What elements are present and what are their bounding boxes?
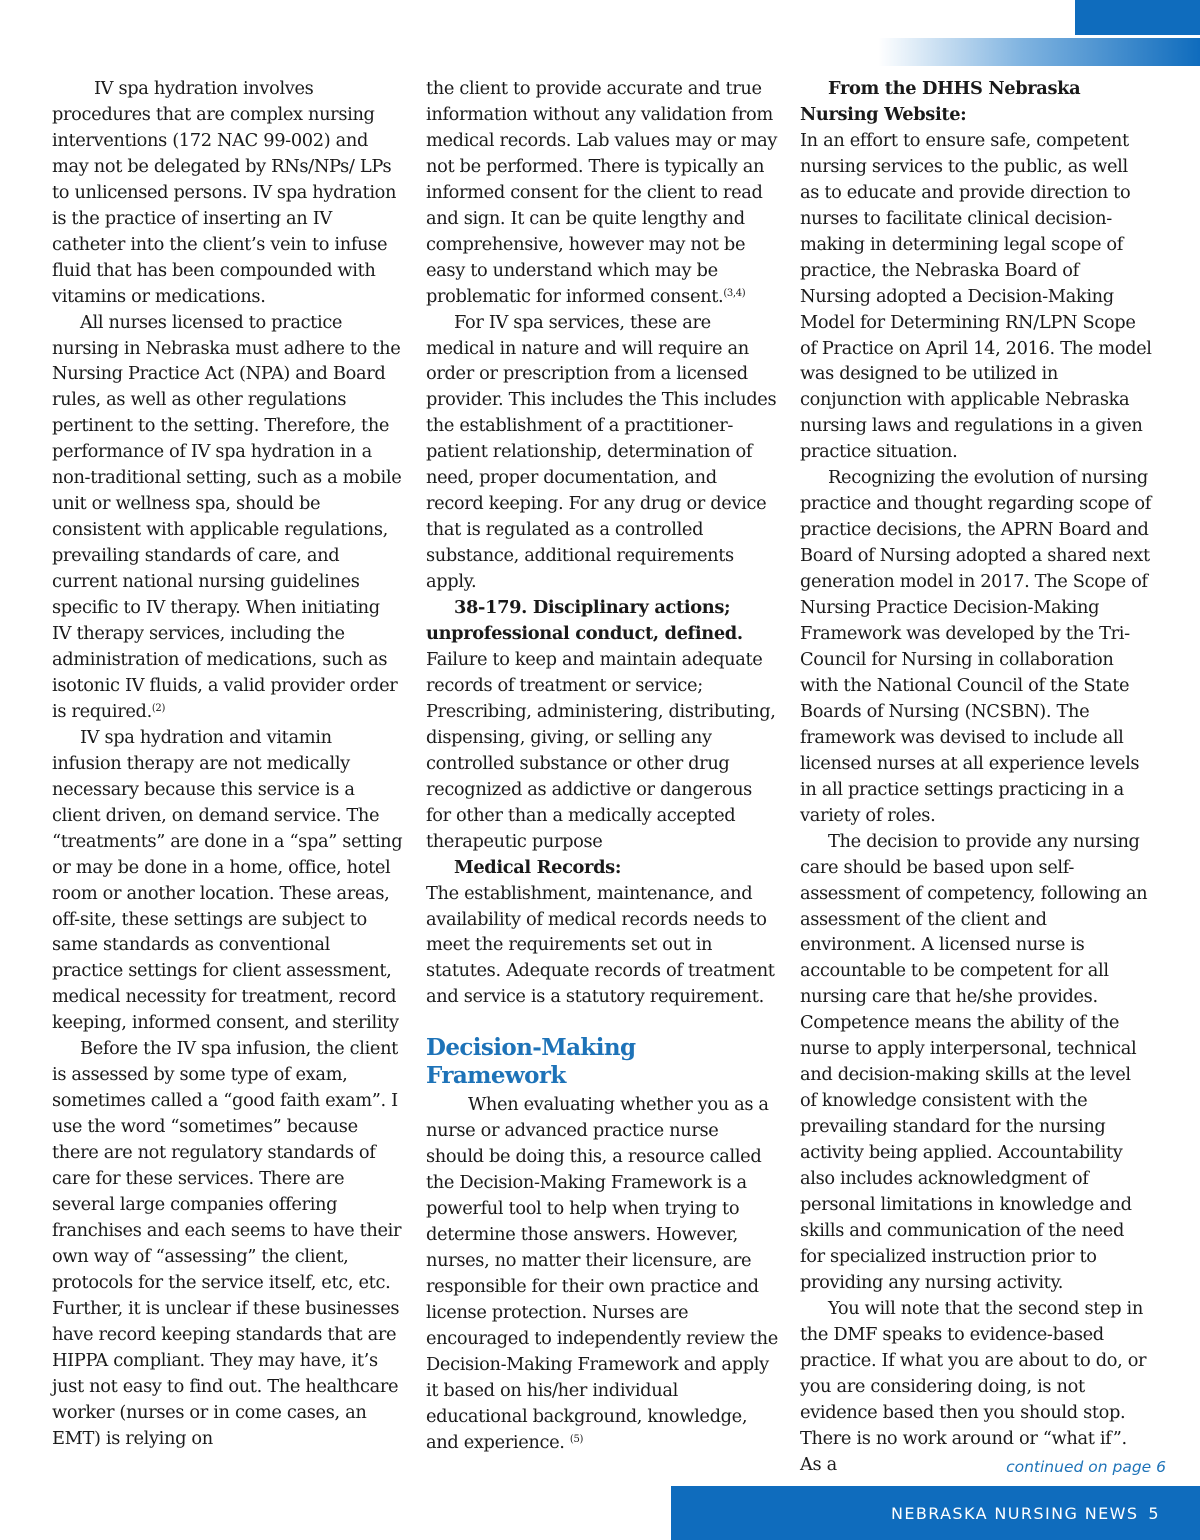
publication-title: NEBRASKA NURSING NEWS [890, 1503, 1139, 1523]
paragraph: The establishment, maintenance, and availability of medical records needs to meet the requirements set out in statutes. Adequate records of treatment and service is a statutory requirement. [426, 882, 775, 1008]
paragraph: Recognizing the evolution of nursing practice and thought regarding scope of practice decisions, the APRN Board and Board of Nursing adopted a shared next generation model in 2017. The Scope of Nursing Practice Decision-Making Framework was developed by the Tri-Council for Nursing in collaboration with the National Council of the State Boards of Nursing (NCSBN). The framework was devised to include all licensed nurses at all experience levels in all practice settings practicing in a variety of roles. [800, 467, 1151, 826]
paragraph: IV spa hydration and vitamin infusion therapy are not medically necessary because this service is a client driven, on demand service. The “treatments” are done in a “spa” setting or may be done in a home, office, hotel room or another location. These areas, off-site, these settings are subject to same standards as conventional practice settings for client assessment, medical necessity for treatment, record keeping, informed consent, and sterility [52, 726, 403, 1034]
citation: (2) [151, 702, 165, 714]
citation: (3,4) [723, 287, 746, 299]
top-color-block [1075, 0, 1200, 35]
continued-note: continued on page 6 [1006, 1458, 1166, 1476]
subheading: From the DHHS Nebraska Nursing Website: [800, 78, 1081, 125]
paragraph: In an effort to ensure safe, competent nursing services to the public, as well as to educate and provide direction to nurses to facilitate clinical decision-making in determining legal scope of practice, the Nebraska Board of Nursing adopted a Decision-Making Model for Determining RN/LPN Scope of Practice on April 14, 2016. The model was designed to be utilized in conjunction with applicable Nebraska nursing laws and regulations in a given practice situation. [800, 129, 1152, 463]
paragraph: the client to provide accurate and true information without any validation from medical records. Lab values may or may not be performed. There is typically an informed consent for the client to read and sign. It can be quite lengthy and comprehensive, however may not be easy to understand which may be problematic for informed consent.$^{(3,4)}$ [426, 78, 778, 307]
paragraph: The decision to provide any nursing care should be based upon self-assessment of competency, following an assessment of the client and environment. A licensed nurse is accountable to be competent for all nursing care that he/she provides. Competence means the ability of the nurse to apply interpersonal, technical and decision-making skills at the level of knowledge consistent with the prevailing standard for the nursing activity being applied. Accountability also includes acknowledgment of personal limitations in knowledge and skills and communication of the need for specialized instruction prior to providing any nursing activity. [800, 830, 1148, 1293]
paragraph [800, 76, 1152, 128]
subheading: Medical Records: [454, 856, 622, 878]
paragraph: When evaluating whether you as a nurse or advanced practice nurse should be doing this, a resource called the Decision-Making Framework is a powerful tool to help when trying to determine those answers. However, nurses, no matter their licensure, are responsible for their own practice and license protection. Nurses are encouraged to independently review the Decision-Making Framework and apply it based on his/her individual educational background, knowledge, and experience. $^{(5)}$ [426, 1094, 778, 1453]
column-1 [52, 76, 404, 1452]
paragraph [426, 855, 778, 881]
page-number: 5 [1148, 1503, 1160, 1523]
column-3 [800, 76, 1152, 1477]
paragraph: 38-179. Disciplinary actions; unprofessional conduct, defined. Failure to keep and maintain adequate records of treatment or service; Prescribing, administering, distributing, dispensing, giving, or selling any controlled substance or other drug recognized as addictive or dangerous for other than a medically accepted therapeutic purpose [426, 597, 776, 852]
citation: (5) [569, 1433, 584, 1445]
paragraph: IV spa hydration involves procedures that are complex nursing interventions (172 NAC 99-002) and may not be delegated by RNs/NPs/ LPs to unlicensed persons. IV spa hydration is the practice of inserting an IV catheter into the client’s vein to infuse fluid that has been compounded with vitamins or medications. [52, 78, 397, 307]
paragraph: Before the IV spa infusion, the client is assessed by some type of exam, sometimes called a “good faith exam”. I use the word “sometimes” because there are not regulatory standards of care for these services. There are several large companies offering franchises and each seems to have their own way of “assessing” the client, protocols for the service itself, etc, etc. Further, it is unclear if these businesses have record keeping standards that are HIPPA compliant. They may have, it’s just not easy to find out. The healthcare worker (nurses or in come cases, an EMT) is relying on [52, 1038, 402, 1449]
section-heading: Decision-Making Framework [426, 1034, 636, 1090]
footer-bar [671, 1486, 1200, 1540]
paragraph: For IV spa services, these are medical in nature and will require an order or prescription from a licensed provider. This includes the This includes the establishment of a practitioner-patient relationship, determination of need, proper documentation, and record keeping. For any drug or device that is regulated as a controlled substance, additional requirements apply. [426, 311, 777, 593]
paragraph: All nurses licensed to practice nursing in Nebraska must adhere to the Nursing Practice Act (NPA) and Board rules, as well as other regulations pertinent to the setting. Therefore, the performance of IV spa hydration in a non-traditional setting, such as a mobile unit or wellness spa, should be consistent with applicable regulations, prevailing standards of care, and current national nursing guidelines specific to IV therapy. When initiating IV therapy services, including the administration of medications, such as isotonic IV fluids, a valid provider order is required.$^{(2)}$ [52, 311, 402, 722]
top-gradient-bar [878, 38, 1200, 66]
column-2 [426, 76, 778, 1456]
statute-heading: 38-179. Disciplinary actions; unprofessional conduct, defined. [426, 597, 743, 645]
paragraph: You will note that the second step in the DMF speaks to evidence-based practice. If what you are about to do, or you are considering doing, is not evidence based then you should stop. There is no work around or “what if”. As a [800, 1297, 1147, 1475]
